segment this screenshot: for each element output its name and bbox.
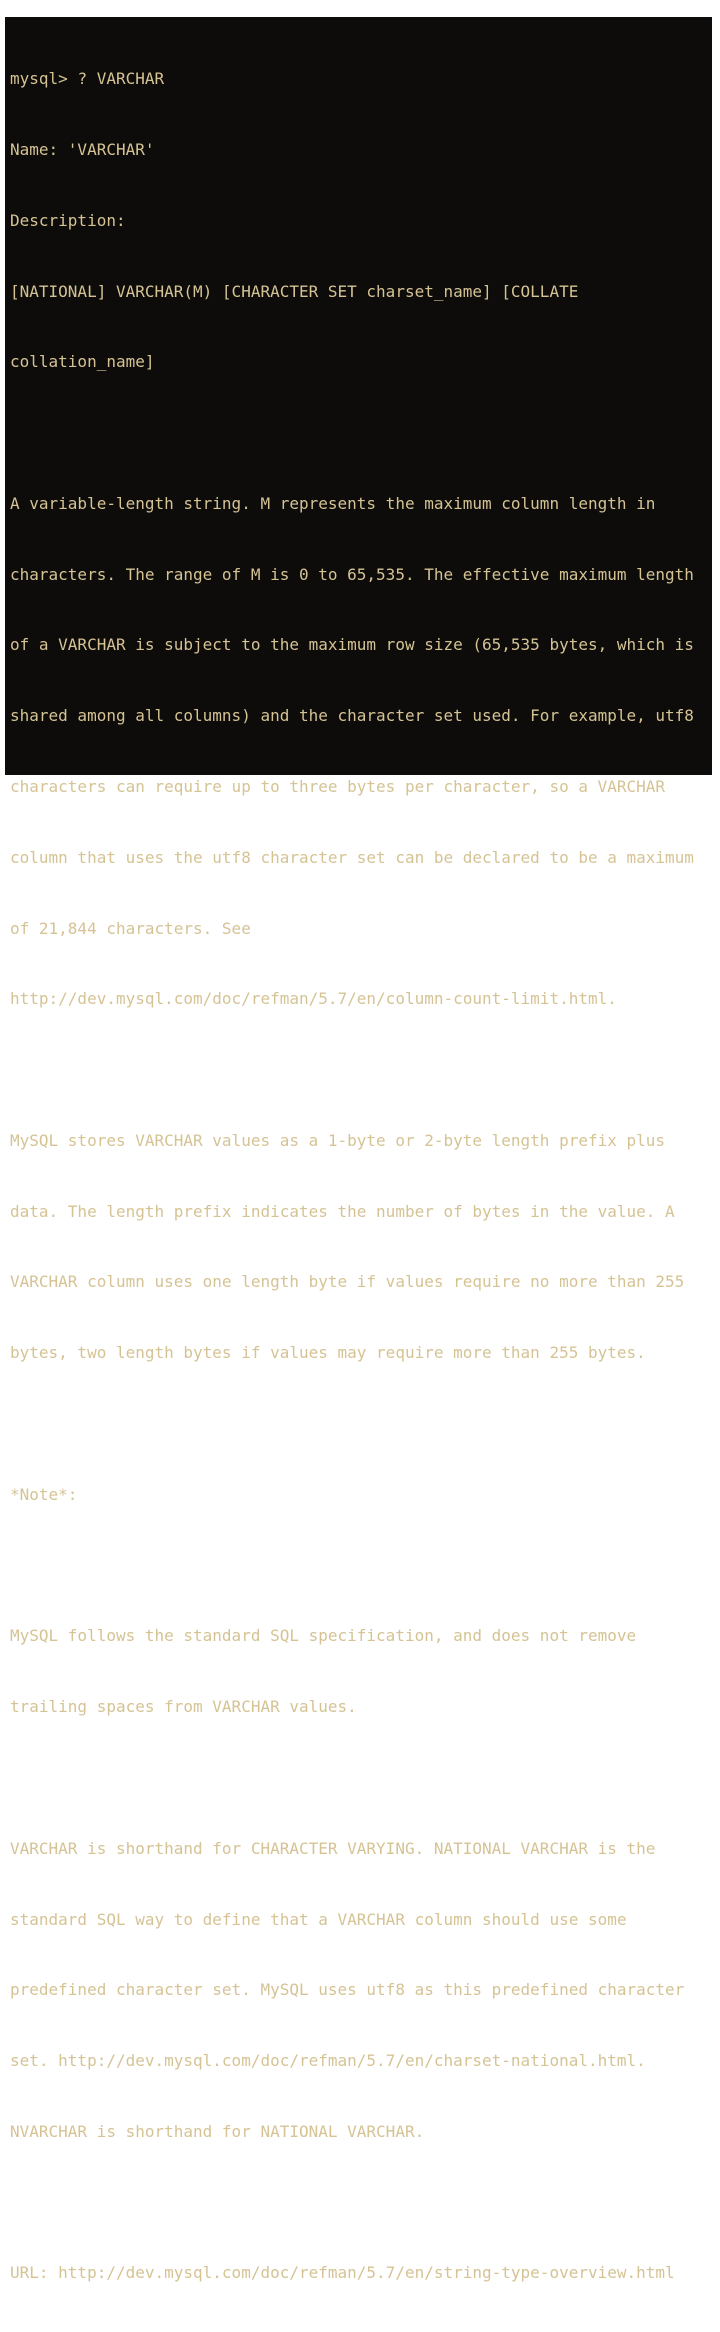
terminal-output-line — [10, 2191, 712, 2215]
terminal-output-line — [10, 1412, 712, 1436]
terminal-output-line: MySQL follows the standard SQL specification, and does not remove — [10, 1626, 637, 1646]
terminal-output-line — [10, 421, 712, 445]
terminal-output-line: MySQL stores VARCHAR values as a 1-byte or 2-byte length prefix plus — [10, 1130, 666, 1150]
terminal-output-line: Description: — [10, 210, 126, 230]
terminal-output-line — [10, 1554, 712, 1578]
terminal-output-line: Name: 'VARCHAR' — [10, 139, 155, 159]
mysql-prompt: mysql> — [10, 69, 78, 89]
terminal-output-line: NVARCHAR is shorthand for NATIONAL VARCHAR. — [10, 2121, 425, 2141]
terminal-output-line: *Note*: — [10, 1484, 78, 1504]
terminal-output-line: http://dev.mysql.com/doc/refman/5.7/en/column-count-limit.html. — [10, 989, 617, 1009]
terminal-output-line: column that uses the utf8 character set can be declared to be a maximum — [10, 847, 694, 867]
terminal-output-line: set. http://dev.mysql.com/doc/refman/5.7/en/charset-national.html. — [10, 2051, 646, 2071]
terminal-output-line: trailing spaces from VARCHAR values. — [10, 1697, 357, 1717]
terminal-output-line: VARCHAR column uses one length byte if values require no more than 255 — [10, 1272, 685, 1292]
terminal-output-line: shared among all columns) and the character set used. For example, utf8 — [10, 706, 694, 726]
terminal-output-line: [NATIONAL] VARCHAR(M) [CHARACTER SET charset_name] [COLLATE — [10, 281, 579, 301]
terminal-output-line: VARCHAR is shorthand for CHARACTER VARYING. NATIONAL VARCHAR is the — [10, 1838, 656, 1858]
terminal-output-line: characters can require up to three bytes per character, so a VARCHAR — [10, 777, 666, 796]
terminal-window[interactable] — [5, 17, 712, 2283]
terminal-output-line: of 21,844 characters. See — [10, 918, 251, 938]
terminal-output-line: URL: http://dev.mysql.com/doc/refman/5.7/en/string-type-overview.html — [10, 2263, 675, 2283]
command-text: ? VARCHAR — [77, 69, 165, 89]
terminal-output-line: predefined character set. MySQL uses utf8 as this predefined character — [10, 1980, 685, 2000]
terminal-output-line: data. The length prefix indicates the number of bytes in the value. A — [10, 1201, 675, 1221]
terminal-output-line — [10, 1766, 712, 1790]
terminal-output-line: standard SQL way to define that a VARCHAR column should use some — [10, 1909, 627, 1929]
terminal-output-line — [10, 1058, 712, 1082]
terminal-output-line: bytes, two length bytes if values may require more than 255 bytes. — [10, 1343, 646, 1363]
terminal-output-line: of a VARCHAR is subject to the maximum row size (65,535 bytes, which is — [10, 635, 694, 655]
terminal-output-line: collation_name] — [10, 352, 155, 372]
prompt-line[interactable] — [10, 67, 712, 91]
terminal-output-line: A variable-length string. M represents the maximum column length in — [10, 493, 656, 513]
terminal-output — [10, 20, 712, 2332]
terminal-output-line: characters. The range of M is 0 to 65,535. The effective maximum length — [10, 564, 694, 584]
